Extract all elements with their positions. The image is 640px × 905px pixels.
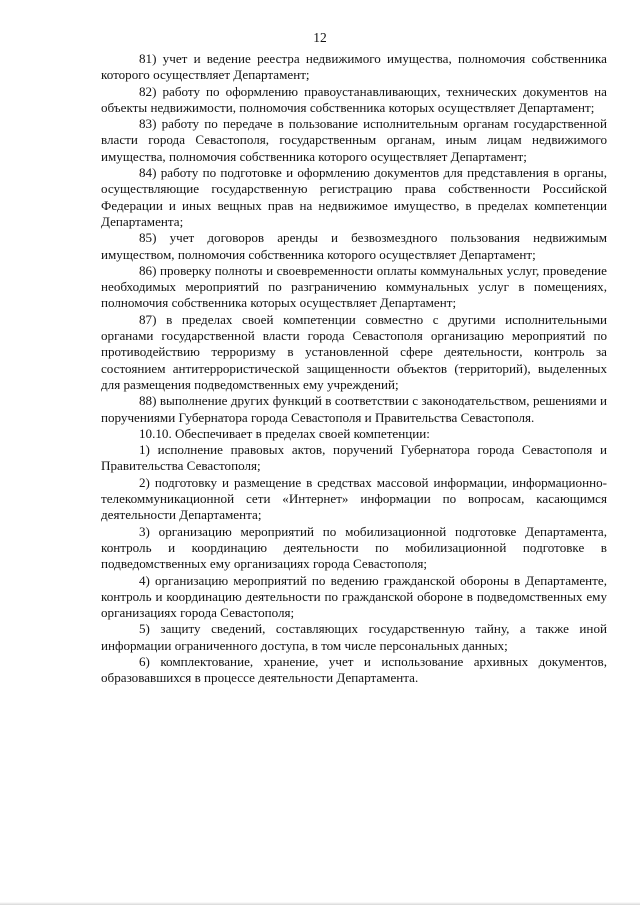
- paragraph-85: 85) учет договоров аренды и безвозмездного пользования недвижимым имуществом, полномочия собственника которого осуществляет Департамент;: [101, 230, 607, 262]
- subparagraph-4: 4) организацию мероприятий по ведению гражданской обороны в Департаменте, контроль и координацию деятельности по гражданской обороне в подведомственных ему организациях города Севастополя;: [101, 572, 607, 621]
- paragraph-83: 83) работу по передаче в пользование исполнительным органам государственной власти города Севастополя, государственным органам, иным лицам недвижимого имущества, полномочия собственника которого осуществляет Департамент;: [101, 116, 607, 164]
- paragraph-86: 86) проверку полноты и своевременности оплаты коммунальных услуг, проведение необходимых мероприятий по разграничению коммунальных услуг в помещениях, полномочия собственника которых осуществляет Департамент;: [101, 262, 607, 311]
- section-heading-10-10: 10.10. Обеспечивает в пределах своей компетенции:: [139, 425, 430, 441]
- paragraph-87: 87) в пределах своей компетенции совместно с другими исполнительными органами государственной власти города Севастополя организацию мероприятий по противодействию терроризму в установленной сфере деятельности, контроль за состоянием антитеррористической защищенности объектов (территорий), выделенных для размещения подведомственных ему учреждений;: [101, 311, 607, 392]
- document-body: [101, 51, 607, 687]
- subparagraph-6: 6) комплектование, хранение, учет и использование архивных документов, образовавшихся в процессе деятельности Департамента.: [101, 653, 607, 686]
- paragraph-88: 88) выполнение других функций в соответствии с законодательством, решениями и поручениями Губернатора города Севастополя и Правительства Севастополя.: [101, 393, 607, 425]
- paragraph-82: 82) работу по оформлению правоустанавливающих, технических документов на объекты недвижимости, полномочия собственника которых осуществляет Департамент;: [101, 83, 607, 115]
- subparagraph-5: 5) защиту сведений, составляющих государственную тайну, а также иной информации ограниченного доступа, в том числе персональных данных;: [101, 621, 607, 653]
- subparagraph-1: 1) исполнение правовых актов, поручений Губернатора города Севастополя и Правительства Севастополя;: [101, 442, 607, 474]
- subparagraph-2: 2) подготовку и размещение в средствах массовой информации, информационно-телекоммуникационной сети «Интернет» информации по вопросам, касающимся деятельности Департамента;: [101, 474, 607, 523]
- paragraph-84: 84) работу по подготовке и оформлению документов для представления в органы, осуществляющие государственную регистрацию права собственности Российской Федерации и иных вещных прав на недвижимое имущество, в пределах компетенции Департамента;: [101, 165, 607, 229]
- subparagraph-3: 3) организацию мероприятий по мобилизационной подготовке Департамента, контроль и координацию деятельности по мобилизационной подготовке в подведомственных ему организациях города Севастополя;: [101, 523, 607, 572]
- paragraph-81: 81) учет и ведение реестра недвижимого имущества, полномочия собственника которого осуществляет Департамент;: [101, 51, 607, 83]
- page-number: 12: [313, 30, 327, 45]
